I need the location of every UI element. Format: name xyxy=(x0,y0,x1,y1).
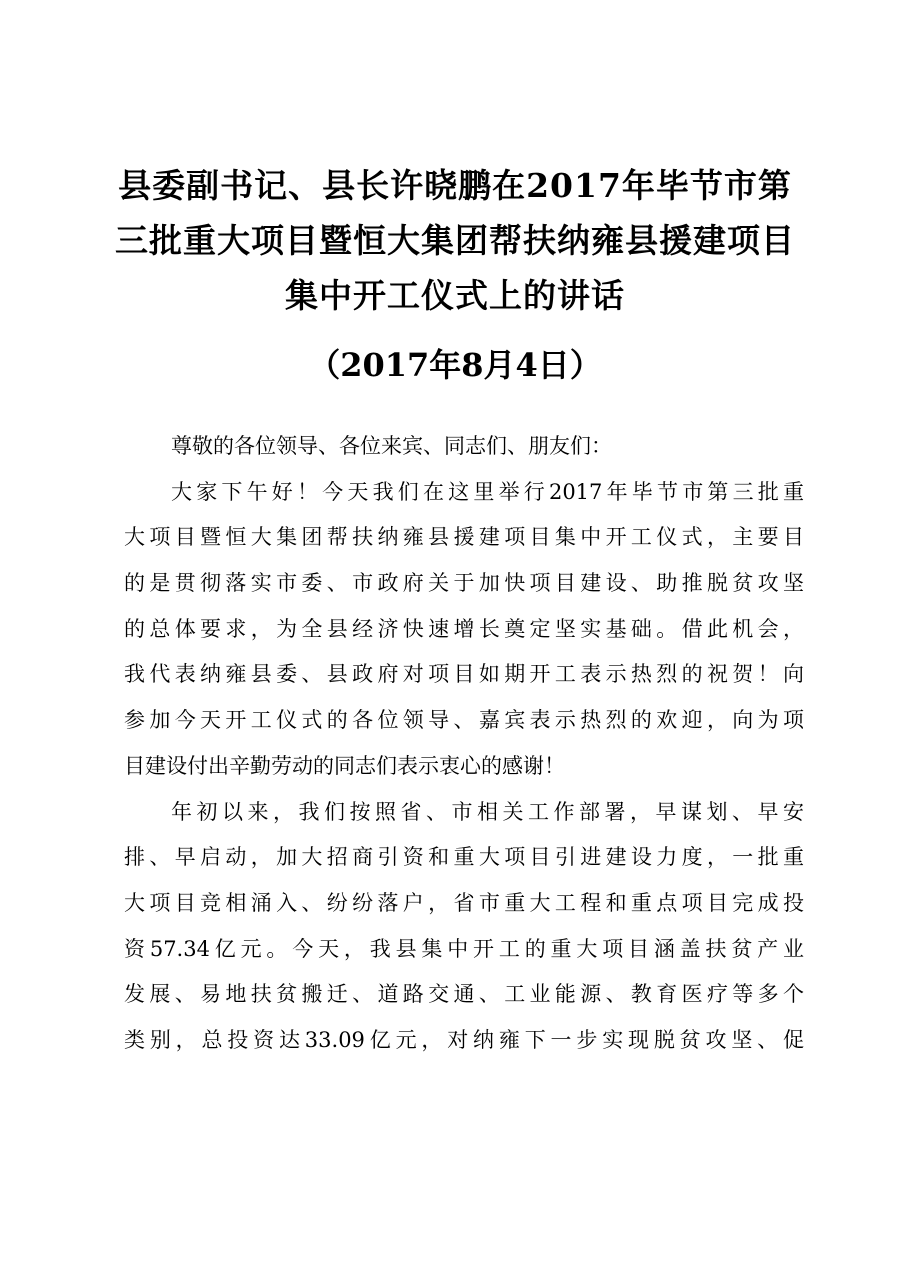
text-line: 类别，总投资达33.09亿元，对纳雍下一步实现脱贫攻坚、促 xyxy=(124,1027,804,1052)
title-line: 三批重大项目暨恒大集团帮扶纳雍县援建项目 xyxy=(115,221,795,260)
title-line: 县委副书记、县长许晓鹏在2017年毕节市第 xyxy=(118,166,792,205)
title-line: 集中开工仪式上的讲话 xyxy=(285,276,625,315)
paragraph-greeting xyxy=(124,470,804,790)
document-body xyxy=(124,424,804,1064)
text-line: 大项目暨恒大集团帮扶纳雍县援建项目集中开工仪式，主要目 xyxy=(124,525,804,550)
text-line: 年初以来，我们按照省、市相关工作部署，早谋划、早安 xyxy=(171,799,804,824)
document-title xyxy=(110,158,800,323)
text-line: 大家下午好！今天我们在这里举行2017年毕节市第三批重 xyxy=(171,479,804,504)
text-line: 的是贯彻落实市委、市政府关于加快项目建设、助推脱贫攻坚 xyxy=(124,571,804,596)
text-line: 目建设付出辛勤劳动的同志们表示衷心的感谢！ xyxy=(124,753,565,778)
paragraph-progress xyxy=(124,790,804,1064)
document-date: （2017年8月4日） xyxy=(308,346,602,384)
paragraph-salutation xyxy=(124,424,804,470)
text-line: 资57.34亿元。今天，我县集中开工的重大项目涵盖扶贫产业 xyxy=(124,936,804,961)
text-line: 的总体要求，为全县经济快速增长奠定坚实基础。借此机会， xyxy=(124,616,804,641)
text-line: 参加今天开工仪式的各位领导、嘉宾表示热烈的欢迎，向为项 xyxy=(124,708,804,733)
text-line: 发展、易地扶贫搬迁、道路交通、工业能源、教育医疗等多个 xyxy=(124,982,804,1007)
text-line: 排、早启动，加大招商引资和重大项目引进建设力度，一批重 xyxy=(124,845,804,870)
text-line: 尊敬的各位领导、各位来宾、同志们、朋友们： xyxy=(171,434,612,458)
text-line: 我代表纳雍县委、县政府对项目如期开工表示热烈的祝贺！向 xyxy=(124,662,804,687)
text-line: 大项目竞相涌入、纷纷落户，省市重大工程和重点项目完成投 xyxy=(124,890,804,915)
